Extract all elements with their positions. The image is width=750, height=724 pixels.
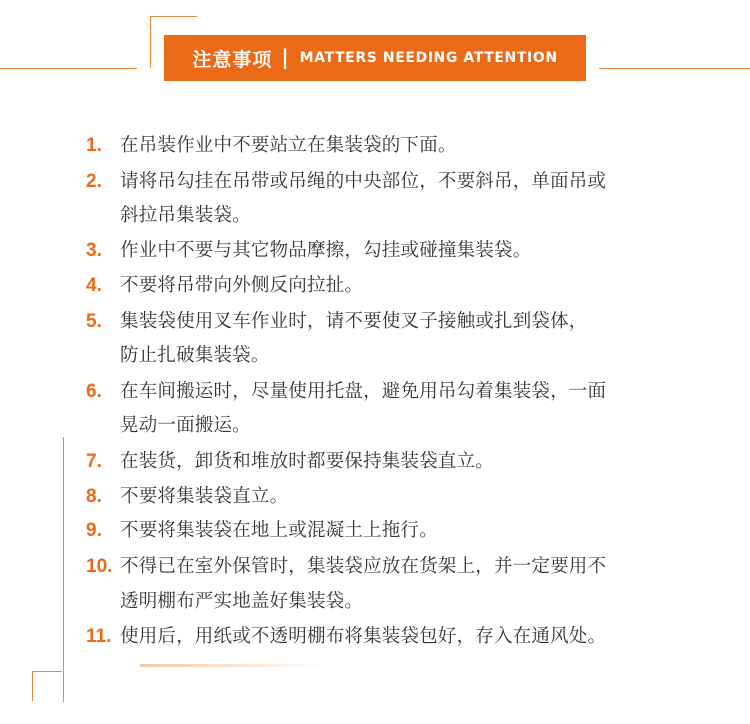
item-text: 不得已在室外保管时，集装袋应放在货架上，并一定要用不 (120, 556, 607, 577)
header-title-en: MATTERS NEEDING ATTENTION (299, 50, 558, 66)
item-text: 不要将吊带向外侧反向拉扯。 (120, 275, 364, 296)
item-text: 在装货，卸货和堆放时都要保持集装袋直立。 (120, 451, 495, 472)
item-number: 7. (86, 451, 102, 472)
item-text-continued: 晃动一面搬运。 (120, 415, 251, 436)
footer-bracket-left (32, 671, 33, 701)
item-number: 6. (86, 381, 102, 402)
item-text: 不要将集装袋在地上或混凝土上拖行。 (120, 520, 438, 541)
item-text: 集装袋使用叉车作业时，请不要使叉子接触或扎到袋体， (120, 311, 588, 332)
corner-bracket-top (150, 16, 197, 17)
item-number: 2. (86, 171, 102, 192)
item-text-continued: 透明棚布严实地盖好集装袋。 (120, 591, 364, 612)
item-number: 11. (86, 626, 112, 647)
item-text: 作业中不要与其它物品摩擦，勾挂或碰撞集装袋。 (120, 240, 532, 261)
section-header (164, 35, 586, 81)
item-text: 在吊装作业中不要站立在集装袋的下面。 (120, 135, 457, 156)
header-title-cn: 注意事项 (192, 48, 273, 71)
item-number: 10. (86, 556, 113, 577)
item-number: 4. (86, 275, 102, 296)
item-text: 不要将集装袋直立。 (120, 486, 289, 507)
item-number: 9. (86, 520, 102, 541)
footer-bracket-top (32, 671, 62, 672)
item-text-continued: 斜拉吊集装袋。 (120, 205, 251, 226)
item-text-continued: 防止扎破集装袋。 (120, 345, 270, 366)
item-text: 在车间搬运时，尽量使用托盘，避免用吊勾着集装袋，一面 (120, 381, 607, 402)
corner-bracket-left (150, 16, 151, 68)
header-right-rule (599, 68, 750, 69)
item-text: 使用后，用纸或不透明棚布将集装袋包好，存入在通风处。 (120, 626, 607, 647)
footer-vertical-rule (63, 437, 64, 702)
header-separator: | (281, 45, 289, 69)
item-number: 3. (86, 240, 102, 261)
item-number: 5. (86, 311, 102, 332)
item-text: 请将吊勾挂在吊带或吊绳的中央部位，不要斜吊，单面吊或 (120, 171, 607, 192)
item-number: 1. (86, 135, 102, 156)
header-left-rule (0, 68, 137, 69)
footer-fade-rule (140, 664, 328, 667)
item-number: 8. (86, 486, 102, 507)
